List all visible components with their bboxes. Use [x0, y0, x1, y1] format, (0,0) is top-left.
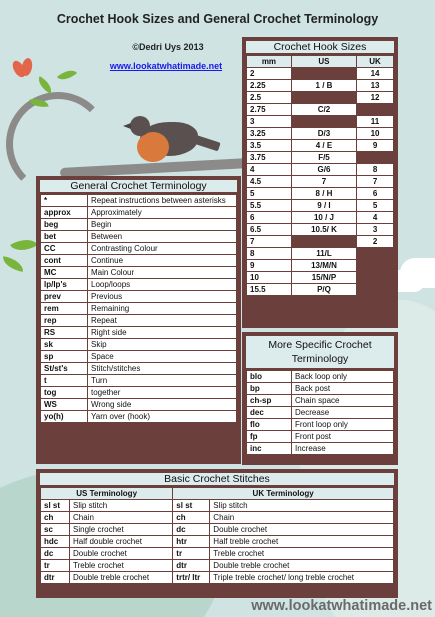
table-row [41, 548, 394, 560]
term-meaning: Repeat [88, 315, 237, 327]
uk-abbreviation: dtr [173, 560, 210, 572]
table-row [247, 224, 394, 236]
term-meaning: Back loop only [292, 371, 394, 383]
term-abbreviation: * [41, 195, 88, 207]
flower-icon [21, 57, 34, 76]
hook-uk-cell: 2 [357, 236, 394, 248]
uk-stitch-name: Chain [210, 512, 394, 524]
us-abbreviation: sl st [41, 500, 70, 512]
general-terms-panel [36, 176, 241, 464]
term-abbreviation: t [41, 375, 88, 387]
hook-mm-cell: 6.5 [247, 224, 292, 236]
term-meaning: Decrease [292, 407, 394, 419]
term-meaning: Yarn over (hook) [88, 411, 237, 423]
term-abbreviation: St/st's [41, 363, 88, 375]
specific-terms-panel [242, 332, 398, 465]
hook-uk-cell: 7 [357, 176, 394, 188]
term-meaning: Between [88, 231, 237, 243]
table-row [247, 140, 394, 152]
table-row [247, 431, 394, 443]
term-meaning: Remaining [88, 303, 237, 315]
term-abbreviation: dec [247, 407, 292, 419]
hook-uk-cell: 10 [357, 128, 394, 140]
hook-sizes-panel [242, 37, 398, 328]
table-row [247, 152, 394, 164]
uk-stitch-name: Triple treble crochet/ long treble crochet [210, 572, 394, 584]
bird-beak [123, 123, 131, 129]
specific-terms-body [247, 371, 394, 455]
hook-us-cell: G/6 [291, 164, 356, 176]
hook-uk-cell: 8 [357, 164, 394, 176]
table-row [247, 407, 394, 419]
table-row [41, 375, 237, 387]
term-abbreviation: tog [41, 387, 88, 399]
table-row [247, 104, 394, 116]
table-row [41, 363, 237, 375]
uk-abbreviation: tr [173, 548, 210, 560]
hook-uk-cell: 11 [357, 116, 394, 128]
table-row [247, 284, 394, 296]
hook-us-cell: 9 / I [291, 200, 356, 212]
table-row [41, 339, 237, 351]
term-abbreviation: rem [41, 303, 88, 315]
table-row [41, 351, 237, 363]
hook-uk-cell: 3 [357, 224, 394, 236]
general-terms-title: General Crochet Terminology [40, 180, 237, 192]
term-meaning: Front loop only [292, 419, 394, 431]
term-meaning: Back post [292, 383, 394, 395]
us-stitch-name: Chain [70, 512, 173, 524]
hook-mm-cell: 7 [247, 236, 292, 248]
hook-uk-cell [357, 284, 394, 296]
us-abbreviation: sc [41, 524, 70, 536]
hook-uk-cell: 13 [357, 80, 394, 92]
table-row [41, 327, 237, 339]
term-meaning: Continue [88, 255, 237, 267]
hook-us-cell: F/5 [291, 152, 356, 164]
page-title: Crochet Hook Sizes and General Crochet Terminology [56, 12, 379, 26]
term-abbreviation: fp [247, 431, 292, 443]
table-row [41, 243, 237, 255]
footer-website: www.lookatwhatimade.net [251, 598, 432, 614]
hook-uk-cell [357, 104, 394, 116]
term-meaning: Loop/loops [88, 279, 237, 291]
hook-sizes-title: Crochet Hook Sizes [246, 41, 394, 53]
term-meaning: Turn [88, 375, 237, 387]
us-stitch-name: Treble crochet [70, 560, 173, 572]
copyright-text: ©Dedri Uys 2013 [132, 42, 204, 52]
hook-us-cell [291, 116, 356, 128]
hook-uk-cell: 12 [357, 92, 394, 104]
table-row [247, 164, 394, 176]
term-meaning: Increase [292, 443, 394, 455]
term-meaning: Right side [88, 327, 237, 339]
us-abbreviation: tr [41, 560, 70, 572]
term-meaning: Chain space [292, 395, 394, 407]
term-abbreviation: inc [247, 443, 292, 455]
table-row [41, 255, 237, 267]
uk-abbreviation: ch [173, 512, 210, 524]
table-row [41, 560, 394, 572]
table-row [247, 236, 394, 248]
hook-uk-cell: 4 [357, 212, 394, 224]
term-abbreviation: bp [247, 383, 292, 395]
hook-us-cell [291, 68, 356, 80]
basic-stitches-panel [36, 469, 398, 598]
table-row [247, 128, 394, 140]
hook-mm-cell: 8 [247, 248, 292, 260]
table-row [247, 80, 394, 92]
hook-us-cell: D/3 [291, 128, 356, 140]
column-header: UK [357, 56, 394, 68]
term-abbreviation: cont [41, 255, 88, 267]
hook-sizes-table [246, 55, 394, 296]
table-row [41, 303, 237, 315]
uk-stitch-name: Double crochet [210, 524, 394, 536]
term-abbreviation: beg [41, 219, 88, 231]
general-terms-body [41, 195, 237, 423]
leaf-icon [57, 65, 77, 84]
us-stitch-name: Double crochet [70, 548, 173, 560]
hook-mm-cell: 4 [247, 164, 292, 176]
hook-mm-cell: 5 [247, 188, 292, 200]
term-abbreviation: CC [41, 243, 88, 255]
us-abbreviation: ch [41, 512, 70, 524]
hook-mm-cell: 2.25 [247, 80, 292, 92]
table-row [41, 411, 237, 423]
uk-stitch-name: Half treble crochet [210, 536, 394, 548]
table-row [41, 207, 237, 219]
hook-us-cell [291, 236, 356, 248]
term-meaning: together [88, 387, 237, 399]
table-row [41, 315, 237, 327]
table-row [247, 272, 394, 284]
us-abbreviation: hdc [41, 536, 70, 548]
us-stitch-name: Double treble crochet [70, 572, 173, 584]
table-row [41, 267, 237, 279]
table-row [247, 260, 394, 272]
hook-mm-cell: 3.25 [247, 128, 292, 140]
term-abbreviation: sk [41, 339, 88, 351]
hook-uk-cell: 5 [357, 200, 394, 212]
term-abbreviation: prev [41, 291, 88, 303]
table-row [41, 279, 237, 291]
hook-us-cell: 13/M/N [291, 260, 356, 272]
hook-uk-cell [357, 272, 394, 284]
hook-us-cell: C/2 [291, 104, 356, 116]
table-row [247, 395, 394, 407]
specific-terms-table [246, 370, 394, 455]
us-abbreviation: dc [41, 548, 70, 560]
hook-mm-cell: 2.75 [247, 104, 292, 116]
leaf-icon [1, 256, 25, 272]
table-row [41, 291, 237, 303]
term-abbreviation: bet [41, 231, 88, 243]
hook-mm-cell: 2.5 [247, 92, 292, 104]
table-row [41, 572, 394, 584]
term-meaning: Skip [88, 339, 237, 351]
table-row [247, 68, 394, 80]
us-stitch-name: Single crochet [70, 524, 173, 536]
term-abbreviation: WS [41, 399, 88, 411]
basic-stitches-body [41, 500, 394, 584]
table-row [41, 195, 237, 207]
hook-sizes-body [247, 68, 394, 296]
term-abbreviation: approx [41, 207, 88, 219]
term-meaning: Space [88, 351, 237, 363]
hook-mm-cell: 3 [247, 116, 292, 128]
leaf-icon [35, 76, 56, 94]
basic-stitches-table [40, 487, 394, 584]
uk-abbreviation: sl st [173, 500, 210, 512]
uk-stitch-name: Slip stitch [210, 500, 394, 512]
term-meaning: Begin [88, 219, 237, 231]
table-row [247, 200, 394, 212]
website-link[interactable]: www.lookatwhatimade.net [109, 61, 223, 71]
hook-mm-cell: 3.5 [247, 140, 292, 152]
us-stitch-name: Half double crochet [70, 536, 173, 548]
table-row [247, 383, 394, 395]
basic-stitches-title: Basic Crochet Stitches [40, 473, 394, 485]
bird-breast [137, 132, 169, 162]
us-stitch-name: Slip stitch [70, 500, 173, 512]
us-abbreviation: dtr [41, 572, 70, 584]
table-row [247, 248, 394, 260]
leaf-icon [10, 233, 38, 257]
term-abbreviation: lp/lp's [41, 279, 88, 291]
table-row [247, 371, 394, 383]
hook-us-cell: 10.5/ K [291, 224, 356, 236]
hook-mm-cell: 4.5 [247, 176, 292, 188]
hook-mm-cell: 9 [247, 260, 292, 272]
general-terms-table [40, 194, 237, 423]
hook-us-cell: 8 / H [291, 188, 356, 200]
column-header: US [291, 56, 356, 68]
term-meaning: Previous [88, 291, 237, 303]
table-row [247, 176, 394, 188]
hook-us-cell [291, 92, 356, 104]
us-terminology-heading: US Terminology [41, 488, 173, 500]
term-abbreviation: sp [41, 351, 88, 363]
table-row [41, 512, 394, 524]
term-abbreviation: rep [41, 315, 88, 327]
hook-mm-cell: 2 [247, 68, 292, 80]
hook-us-cell: 10 / J [291, 212, 356, 224]
term-abbreviation: flo [247, 419, 292, 431]
term-meaning: Main Colour [88, 267, 237, 279]
hook-uk-cell [357, 248, 394, 260]
uk-terminology-heading: UK Terminology [173, 488, 394, 500]
bird-head [130, 116, 150, 136]
hook-uk-cell [357, 152, 394, 164]
term-meaning: Wrong side [88, 399, 237, 411]
term-abbreviation: yo(h) [41, 411, 88, 423]
hook-us-cell: 15/N/P [291, 272, 356, 284]
hook-mm-cell: 6 [247, 212, 292, 224]
table-row [41, 500, 394, 512]
uk-abbreviation: htr [173, 536, 210, 548]
term-abbreviation: RS [41, 327, 88, 339]
term-meaning: Approximately [88, 207, 237, 219]
term-abbreviation: blo [247, 371, 292, 383]
table-row [247, 419, 394, 431]
hook-uk-cell: 9 [357, 140, 394, 152]
table-row [247, 92, 394, 104]
hook-uk-cell [357, 260, 394, 272]
hook-us-cell: P/Q [291, 284, 356, 296]
hook-mm-cell: 15.5 [247, 284, 292, 296]
hook-us-cell: 1 / B [291, 80, 356, 92]
term-meaning: Repeat instructions between asterisks [88, 195, 237, 207]
hook-us-cell: 7 [291, 176, 356, 188]
hook-uk-cell: 14 [357, 68, 394, 80]
hook-mm-cell: 5.5 [247, 200, 292, 212]
table-row [41, 219, 237, 231]
hook-us-cell: 4 / E [291, 140, 356, 152]
uk-stitch-name: Treble crochet [210, 548, 394, 560]
table-row [247, 443, 394, 455]
specific-terms-title: More Specific Crochet Terminology [246, 336, 394, 368]
term-abbreviation: MC [41, 267, 88, 279]
column-header: mm [247, 56, 292, 68]
term-meaning: Front post [292, 431, 394, 443]
table-row [247, 116, 394, 128]
hook-uk-cell: 6 [357, 188, 394, 200]
uk-stitch-name: Double treble crochet [210, 560, 394, 572]
uk-abbreviation: dc [173, 524, 210, 536]
table-row [247, 188, 394, 200]
table-row [41, 399, 237, 411]
table-row [247, 212, 394, 224]
term-meaning: Stitch/stitches [88, 363, 237, 375]
table-row [41, 524, 394, 536]
uk-abbreviation: trtr/ ltr [173, 572, 210, 584]
hook-mm-cell: 10 [247, 272, 292, 284]
table-row [41, 231, 237, 243]
term-meaning: Contrasting Colour [88, 243, 237, 255]
hook-mm-cell: 3.75 [247, 152, 292, 164]
table-row [41, 536, 394, 548]
term-abbreviation: ch-sp [247, 395, 292, 407]
table-row [41, 387, 237, 399]
hook-us-cell: 11/L [291, 248, 356, 260]
